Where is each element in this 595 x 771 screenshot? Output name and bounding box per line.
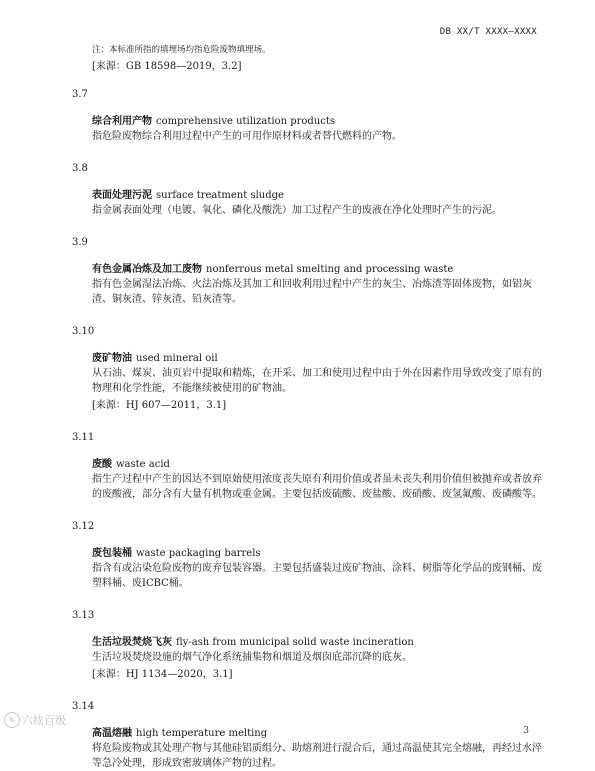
term-english: nonferrous metal smelting and processing waste: [206, 264, 454, 275]
term-english: surface treatment sludge: [156, 190, 284, 201]
term-number: 3.7: [72, 89, 88, 100]
term-english: waste acid: [116, 459, 170, 470]
document-body: [72, 44, 542, 771]
term-heading: [92, 635, 542, 650]
term-english: high temperature melting: [136, 728, 268, 739]
source-citation: [来源：HJ 1134—2020，3.1]: [92, 669, 233, 680]
term-definition: 生活垃圾焚烧设施的烟气净化系统捕集物和烟道及烟囱底部沉降的底灰。: [92, 652, 412, 663]
term-heading: [92, 351, 542, 366]
term-chinese: 有色金属冶炼及加工废物: [92, 264, 202, 275]
term-number: 3.14: [72, 701, 95, 712]
note-text: 注：本标准所指的填埋场均指危险废物填埋场。: [92, 45, 271, 55]
term-definition: 指金属表面处理（电镀、氧化、磷化及酸洗）加工过程产生的废液在净化处理时产生的污泥。: [92, 205, 502, 216]
term-english: used mineral oil: [136, 353, 218, 364]
term-number: 3.8: [72, 163, 88, 174]
term-chinese: 废包装桶: [92, 548, 132, 559]
term-number: 3.12: [72, 521, 95, 532]
term-number: 3.10: [72, 326, 95, 337]
term-english: fly-ash from municipal solid waste incineration: [176, 637, 414, 648]
term-chinese: 表面处理污泥: [92, 190, 152, 201]
term-definition: 指生产过程中产生的因达不到原始使用浓度丧失原有利用价值或者虽未丧失利用价值但被抛弃或者放弃的废酸液，部分含有大量有机物或重金属。主要包括废硫酸、废盐酸、废硝酸、废氢氟酸、废磷酸等。: [92, 474, 542, 500]
term-definition: 指有色金属湿法冶炼、火法冶炼及其加工和回收利用过程中产生的灰尘、冶炼渣等固体废物，如铝灰渣、铜灰渣、锌灰渣、铅灰渣等。: [92, 279, 532, 305]
term-english: waste packaging barrels: [136, 548, 261, 559]
term-definition: 指含有或沾染危险废物的废弃包装容器。主要包括盛装过废矿物油、涂料、树脂等化学品的废钢桶、废塑料桶、废ICBC桶。: [92, 563, 542, 589]
term-chinese: 综合利用产物: [92, 116, 152, 127]
term-definition: 将危险废物或其处理产物与其他硅铝质组分、助熔剂进行混合后，通过高温使其完全熔融，再经过水淬等急冷处理，形成致密玻璃体产物的过程。: [92, 743, 542, 769]
watermark: [4, 712, 66, 728]
term-chinese: 生活垃圾焚烧飞灰: [92, 637, 172, 648]
term-heading: [92, 546, 542, 561]
term-number: 3.11: [72, 432, 95, 443]
watermark-text: 六纮百级: [22, 714, 66, 727]
term-number: 3.9: [72, 237, 88, 248]
term-entries: [72, 88, 542, 771]
page-number: 3: [523, 726, 529, 736]
term-chinese: 高温熔融: [92, 728, 132, 739]
term-chinese: 废酸: [92, 459, 112, 470]
watermark-logo-icon: ✎: [4, 712, 20, 728]
term-definition: 从石油、煤炭、油页岩中提取和精炼，在开采、加工和使用过程中由于外在因素作用导致改变了原有的物理和化学性能，不能继续被使用的矿物油。: [92, 368, 542, 394]
source-citation: [来源：GB 18598—2019，3.2]: [92, 61, 242, 72]
term-heading: [92, 726, 542, 741]
term-heading: [92, 188, 542, 203]
source-citation: [来源：HJ 607—2011，3.1]: [92, 400, 227, 411]
term-number: 3.13: [72, 610, 95, 621]
term-chinese: 废矿物油: [92, 353, 132, 364]
term-heading: [92, 262, 542, 277]
term-english: comprehensive utilization products: [156, 116, 336, 127]
term-definition: 指危险废物综合利用过程中产生的可用作原材料或者替代燃料的产物。: [92, 131, 402, 142]
term-heading: [92, 457, 542, 472]
document-code-header: DB XX/T XXXX—XXXX: [439, 27, 537, 37]
term-heading: [92, 114, 542, 129]
